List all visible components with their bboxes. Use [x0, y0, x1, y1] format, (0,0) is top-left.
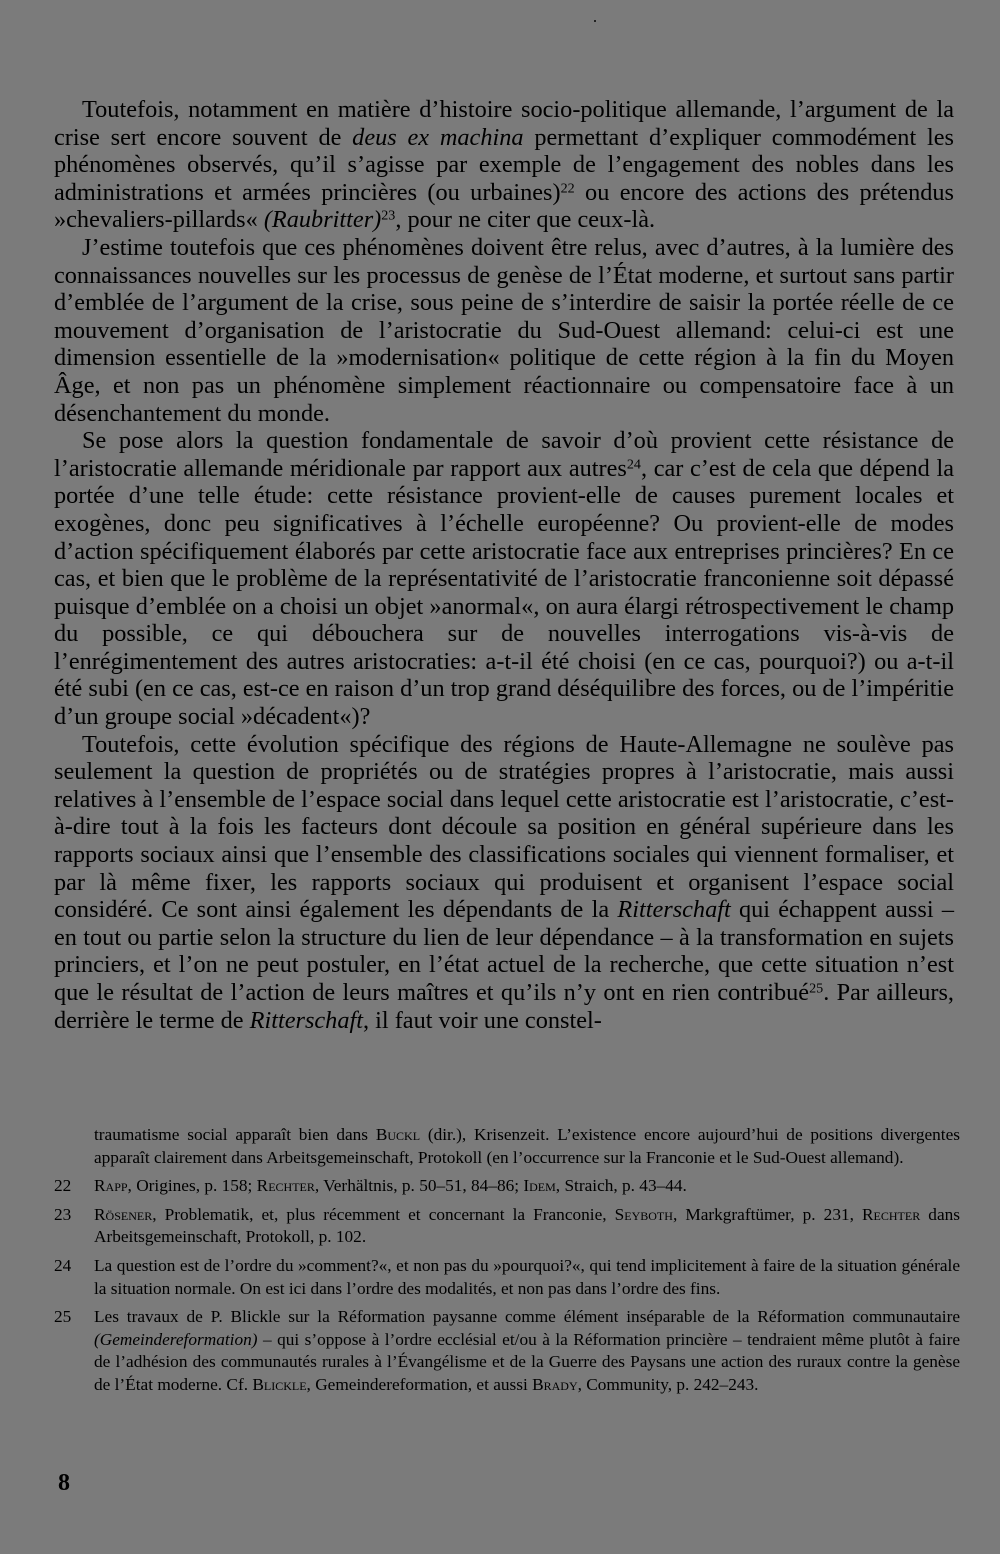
author-name: Blickle — [252, 1374, 307, 1394]
footnote-ref: 23 — [381, 207, 396, 224]
text-run: , Problematik, et, plus récemment et concernant la Franconie, — [152, 1204, 615, 1224]
paragraph-2 — [54, 234, 954, 427]
text-run: Toutefois, cette évolution spécifique des régions de Haute-Allemagne ne soulève pas seulement la question de propriétés ou de stratégies propres à l’aristocratie, mais aussi relatives à l’ensemble de l’espace social dans lequel cette aristocratie est l’aristocratie, c’est-à-dire tout à la fois les facteurs dont découle sa position en général supérieure dans les rapports sociaux ainsi que l’ensemble des classifications sociales qui viennent formaliser, et par là même fixer, les rapports sociaux qui produisent et organisent l’espace social considéré. Ce sont ainsi également les dépendants de la — [54, 730, 954, 924]
page-number: 8 — [58, 1470, 70, 1496]
text-run: traumatisme social apparaît bien dans — [94, 1125, 376, 1144]
text-run: Les travaux de P. Blickle sur la Réformation paysanne comme élément inséparable de la Réformation communautaire — [94, 1307, 960, 1327]
footnote-24 — [54, 1255, 960, 1300]
author-name: Seyboth — [614, 1204, 673, 1224]
text-run: , Origines, p. 158; — [127, 1176, 257, 1196]
scan-speck — [594, 20, 596, 22]
paragraph-1 — [54, 96, 954, 234]
text-run: (dir.), Krisenzeit. L’existence encore aujourd’hui de positions divergentes apparaît clairement dans Arbeitsgemeinschaft, Protokoll (en l’occurrence sur la Franconie et le Sud-Ouest allemand). — [94, 1125, 960, 1167]
text-run: , car c’est de cela que dépend la portée d’une telle étude: cette résistance provient-elle de causes purement locales et exogènes, donc peu significatives à l’échelle européenne? Ou provient-elle de modes d’action spécifiquement élaborés par cette aristocratie face aux entreprises princières? En ce cas, et bien que le problème de la représentativité de l’aristocratie franconienne soit dépassé puisque d’emblée on a choisi un objet »anormal«, on aura élargi rétrospectivement le champ du possible, ce qui débouchera sur de nouvelles interrogations vis-à-vis de l’enrégimentement des autres aristocraties: a-t-il été choisi (en ce cas, pourquoi?) ou a-t-il été subi (en ce cas, est-ce en raison d’un trop grand déséquilibre des forces, ou de l’impéritie d’un groupe social »décadent«)? — [54, 454, 954, 731]
author-name: Rechter — [862, 1204, 921, 1224]
italic-text: Ritterschaft — [249, 1006, 363, 1034]
text-run: . Par ailleurs, derrière le terme de — [54, 979, 955, 1034]
text-run: qui échappent aussi – en tout ou partie selon la structure du lien de leur dépendance – à la transformation en sujets princiers, et l’on ne peut postuler, en l’état actuel de la recherche, que cette situation n’est que le résultat de l’action de leurs maîtres et qu’ils n’y ont en rien contribué — [54, 896, 954, 1006]
text-run: Se pose alors la question fondamentale de savoir d’où provient cette résistance de l’aristocratie allemande méridionale par rapport aux autres — [54, 427, 954, 482]
footnote-ref: 25 — [809, 980, 824, 997]
text-run: – qui s’oppose à l’ordre ecclésial et/ou à la Réformation princière – tendraient même plutôt à faire de l’adhésion des communautés rurales à l’Évangélisme et de la Guerre des Paysans une action des ruraux contre la genèse de l’État moderne. Cf. — [94, 1329, 960, 1394]
text-run: , pour ne citer que ceux-là. — [395, 206, 656, 234]
footnote-22 — [54, 1175, 960, 1198]
footnote-text — [94, 1204, 960, 1249]
footnote-text — [94, 1255, 960, 1300]
author-name: Rösener — [94, 1204, 153, 1224]
text-run: dans Arbeitsgemeinschaft, Protokoll, p. 102. — [94, 1204, 960, 1247]
footnote-text — [94, 1175, 960, 1198]
author-name: Idem — [523, 1176, 556, 1196]
author-name: Buckl — [375, 1125, 421, 1144]
footnote-23 — [54, 1204, 960, 1249]
text-run: Toutefois, notamment en matière d’histoire socio-politique allemande, l’argument de la crise sert encore souvent de — [54, 96, 954, 151]
text-run: ou encore des actions des prétendus »chevaliers-pillards« — [54, 178, 954, 234]
paragraph-4 — [54, 731, 954, 1035]
italic-text: deus ex machina — [352, 123, 524, 151]
author-name: Rechter — [256, 1176, 315, 1196]
italic-text: (Raubritter) — [263, 206, 382, 234]
text-run: La question est de l’ordre du »comment?«, et non pas du »pourquoi?«, qui tend implicitement à faire de la situation générale la situation normale. On est ici dans l’ordre des modalités, et non pas dans l’ordre des fins. — [94, 1255, 960, 1298]
footnote-25 — [54, 1306, 960, 1396]
text-run: , Verhältnis, p. 50–51, 84–86; — [314, 1176, 524, 1196]
italic-text: (Gemeindereformation) — [94, 1329, 258, 1349]
footnote-continuation — [54, 1124, 960, 1169]
author-name: Brady — [532, 1374, 578, 1394]
footnote-text — [94, 1124, 960, 1169]
footnote-number: 23 — [54, 1204, 72, 1224]
footnote-number: 22 — [54, 1176, 72, 1196]
italic-text: Ritterschaft — [617, 896, 731, 924]
paragraph-3 — [54, 427, 954, 731]
text-run: , Straich, p. 43–44. — [555, 1176, 687, 1196]
text-run: permettant d’expliquer commodément les phénomènes observés, qu’il s’agisse par exemple de l’engagement des nobles dans les administrations et armées princières (ou urbaines) — [54, 123, 954, 206]
text-run: , il faut voir une constel- — [362, 1006, 602, 1034]
text-run: , Gemeindereformation, et aussi — [306, 1374, 533, 1394]
main-text — [54, 96, 954, 1034]
footnote-text — [94, 1306, 960, 1396]
footnote-ref: 24 — [626, 455, 641, 472]
footnote-number: 25 — [54, 1307, 72, 1327]
text-run: , Markgraftümer, p. 231, — [672, 1204, 863, 1224]
footnotes — [54, 1124, 960, 1403]
footnote-number: 24 — [54, 1255, 72, 1275]
text-run: , Community, p. 242–243. — [577, 1374, 759, 1394]
text-run: J’estime toutefois que ces phénomènes doivent être relus, avec d’autres, à la lumière des connaissances nouvelles sur les processus de genèse de l’État moderne, et surtout sans partir d’emblée de l’argument de la crise, sous peine de s’interdire de saisir la portée réelle de ce mouvement d’organisation de l’aristocratie du Sud-Ouest allemand: celui-ci est une dimension essentielle de la »modernisation« politique de cette région à la fin du Moyen Âge, et non pas un phénomène simplement réactionnaire ou compensatoire face à un désenchantement du monde. — [54, 233, 954, 427]
author-name: Rapp — [94, 1176, 128, 1196]
footnote-ref: 22 — [560, 180, 575, 197]
